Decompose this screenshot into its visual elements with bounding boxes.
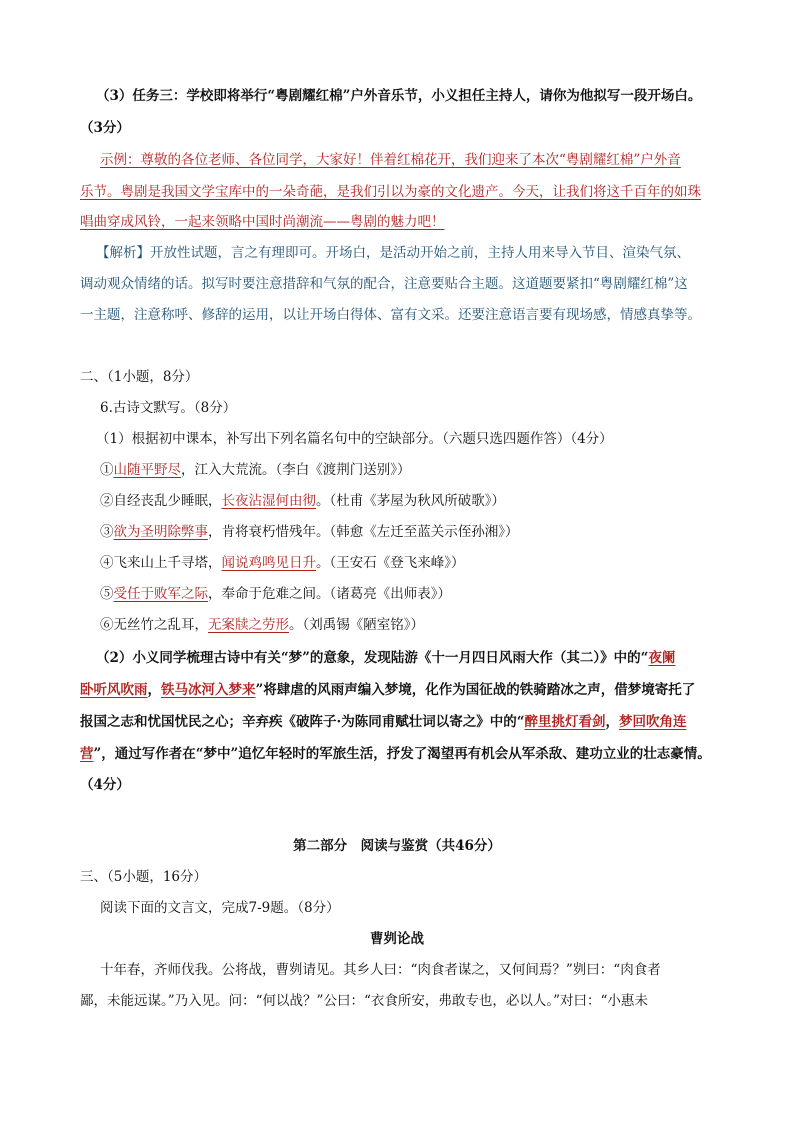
task3-answer-line-1: 示例：尊敬的各位老师、各位同学，大家好！伴着红棉花开，我们迎来了本次“粤剧耀红棉”户外音 — [100, 152, 681, 168]
q62-text: ”将肆虐的风雨声编入梦境，化作为国征战的铁骑踏冰之声，借梦境寄托了 — [255, 682, 696, 698]
item-answer: 山随平野尽 — [113, 462, 181, 478]
item-answer: 受任于败军之际 — [113, 586, 208, 602]
question-6-part-2-line-3 — [80, 712, 686, 732]
section3-heading: 三、（5小题，16分） — [80, 869, 208, 885]
q62-answer: 铁马冰河入梦来 — [161, 682, 256, 698]
item-rest: ，江入大荒流。（李白《渡荆门送别》） — [181, 462, 411, 478]
reading-paragraph-line-1: 十年春，齐师伐我。公将战，曹刿请见。其乡人曰：“肉食者谋之，又何间焉？”刿曰：“肉食者 — [100, 962, 661, 978]
q62-text: ， — [147, 682, 161, 698]
question-6-title: 6.古诗文默写。（8分） — [100, 400, 237, 416]
item-number: ⑥ — [100, 617, 114, 633]
q62-text: ， — [605, 714, 619, 730]
task3-analysis-line-1: 【解析】开放性试题，言之有理即可。开场白，是活动开始之前，主持人用来导入节目、渲染气氛、 — [96, 245, 690, 261]
item-prefix: 无丝竹之乱耳， — [113, 617, 208, 633]
question-6-part-2-line-4 — [80, 744, 711, 764]
item-number: ① — [100, 462, 114, 478]
poem-item-4 — [100, 553, 465, 573]
item-answer: 欲为圣明除弊事 — [113, 524, 208, 540]
item-answer: 无案牍之劳形 — [208, 617, 289, 633]
q62-answer: 卧听风吹雨 — [80, 682, 148, 698]
item-rest: 。（杜甫《茅屋为秋风所破歌》） — [316, 493, 505, 509]
item-rest: 。（王安石《登飞来峰》） — [316, 555, 465, 571]
task3-score: （3分） — [80, 120, 130, 136]
question-6-part-1: （1）根据初中课本，补写出下列名篇名句中的空缺部分。（六题只选四题作答）（4分） — [96, 431, 613, 447]
item-number: ② — [100, 493, 114, 509]
poem-item-1 — [100, 460, 411, 480]
item-answer: 闻说鸡鸣见日升 — [221, 555, 316, 571]
reading-title: 曹刿论战 — [370, 931, 424, 947]
item-number: ④ — [100, 555, 114, 571]
item-rest: 。（刘禹锡《陋室铭》） — [289, 617, 424, 633]
task3-answer-line-3: 唱曲穿成风铃，一起来领略中国时尚潮流——粤剧的魅力吧！ — [80, 214, 445, 230]
q62-answer: 梦回吹角连 — [618, 714, 687, 730]
task3-analysis-line-2: 调动观众情绪的话。拟写时要注意措辞和气氛的配合，注意要贴合主题。这道题要紧扣“粤剧耀红棉”这 — [80, 276, 688, 292]
reading-paragraph-line-2: 鄙，未能远谋。”乃入见。问：“何以战？”公曰：“衣食所安，弗敢专也，必以人。”对曰：“小惠未 — [80, 993, 648, 1009]
poem-item-5 — [100, 584, 451, 604]
question-6-part-2-line-1 — [96, 648, 675, 668]
poem-item-6 — [100, 615, 424, 635]
q62-text: ”，通过写作者在“梦中”追忆年轻时的军旅生活，抒发了渴望再有机会从军杀敌、建功立业的壮志豪情。 — [93, 746, 711, 762]
q62-text: （2）小义同学梳理古诗中有关“梦”的意象，发现陆游《十一月四日风雨大作（其二）》中的“ — [96, 650, 649, 666]
section2-heading: 二、（1小题，8分） — [80, 369, 199, 385]
item-prefix: 飞来山上千寻塔， — [113, 555, 222, 571]
item-answer: 长夜沾湿何由彻 — [221, 493, 316, 509]
item-number: ⑤ — [100, 586, 114, 602]
item-prefix: 自经丧乱少睡眠， — [113, 493, 222, 509]
section3-intro: 阅读下面的文言文，完成7-9题。（8分） — [100, 900, 340, 916]
task3-analysis-line-3: 一主题，注意称呼、修辞的运用，以让开场白得体、富有文采。还要注意语言要有现场感，情感真挚等。 — [80, 307, 701, 323]
q62-answer: 营 — [80, 746, 94, 762]
item-number: ③ — [100, 524, 114, 540]
item-rest: ，肯将衰朽惜残年。（韩愈《左迁至蓝关示侄孙湘》） — [208, 524, 519, 540]
question-6-part-2-score: （4分） — [80, 777, 130, 793]
item-rest: ，奉命于危难之间。（诸葛亮《出师表》） — [208, 586, 451, 602]
poem-item-3 — [100, 522, 519, 542]
question-6-part-2-line-2 — [80, 680, 695, 700]
poem-item-2 — [100, 491, 505, 511]
q62-text: 报国之志和忧国忧民之心；辛弃疾《破阵子·为陈同甫赋壮词以寄之》中的“ — [80, 714, 525, 730]
q62-answer: 醉里挑灯看剑 — [524, 714, 606, 730]
task3-answer-line-2: 乐节。粤剧是我国文学宝库中的一朵奇葩，是我们引以为豪的文化遗产。今天，让我们将这千百年的如珠 — [80, 184, 701, 200]
task3-question: （3）任务三：学校即将举行“粤剧耀红棉”户外音乐节，小义担任主持人，请你为他拟写一段开场白。 — [96, 88, 702, 104]
q62-answer: 夜阑 — [648, 650, 676, 666]
part2-heading: 第二部分 阅读与鉴赏（共46分） — [293, 838, 501, 854]
